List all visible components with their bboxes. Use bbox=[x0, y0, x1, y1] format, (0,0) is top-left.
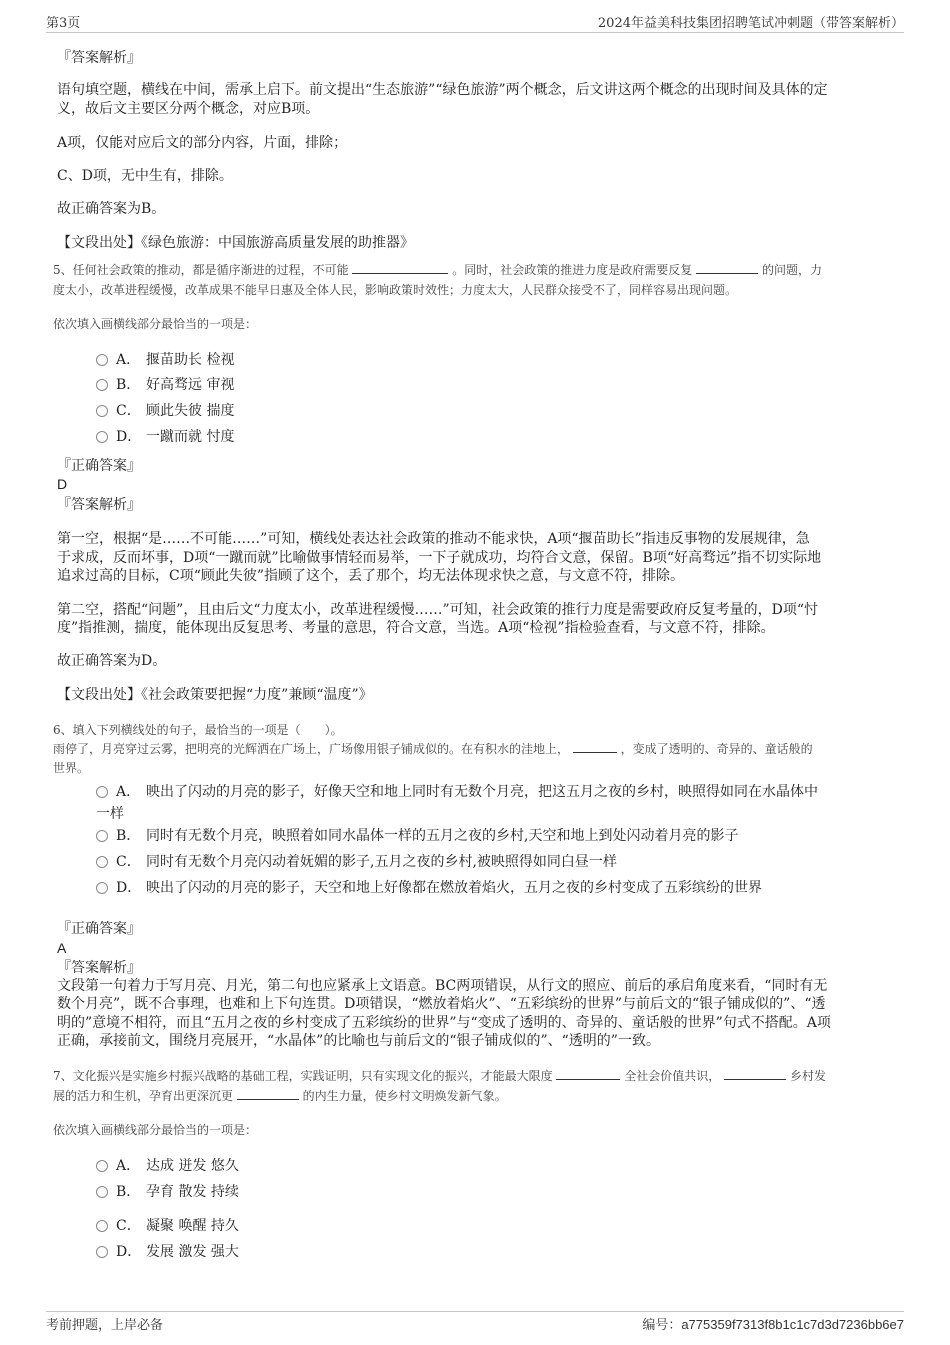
radio-icon[interactable] bbox=[96, 1246, 108, 1258]
q7-prompt: 依次填入画横线部分最恰当的一项是： bbox=[53, 1123, 258, 1137]
q5-option-a[interactable] bbox=[96, 349, 234, 371]
q4-source: 【文段出处】《绿色旅游：中国旅游高质量发展的助推器》 bbox=[57, 235, 414, 251]
q5-prompt: 依次填入画横线部分最恰当的一项是： bbox=[53, 317, 258, 331]
q6-analysis-line: 文段第一句着力于写月亮、月光，第二句也应紧承上文语意。BC两项错误，从行文的照应、前后的承启角度来看，“同时有无 bbox=[57, 978, 828, 994]
radio-icon[interactable] bbox=[96, 405, 108, 417]
option-text: 同时有无数个月亮闪动着妩媚的影子,五月之夜的乡村,被映照得如同白昼一样 bbox=[146, 854, 617, 870]
q6-option-a[interactable] bbox=[96, 781, 896, 803]
option-text: 好高骛远 审视 bbox=[146, 377, 235, 393]
q6-option-b[interactable] bbox=[96, 825, 738, 847]
option-text: 映出了闪动的月亮的影子，天空和地上好像都在燃放着焰火，五月之夜的乡村变成了五彩缤纷的世界 bbox=[146, 880, 762, 896]
q5-analysis-line: 第二空，搭配“问题”，且由后文“力度太小，改革进程缓慢……”可知，社会政策的推行力度是需要政府反复考量的，D项“忖 bbox=[57, 602, 819, 618]
q6-analysis-line: 数个月亮”，既不合事理，也难和上下句连贯。D项错误，“燃放着焰火”、“五彩缤纷的世界”与前后文的“银子铺成似的”、“透 bbox=[57, 996, 826, 1012]
q5-analysis-line: 追求过高的目标，C项“顾此失彼”指顾了这个，丢了那个，均无法体现求快之意，与文意不符，排除。 bbox=[57, 568, 685, 584]
option-letter: B． bbox=[116, 1184, 141, 1200]
q5-conclusion: 故正确答案为D。 bbox=[57, 653, 167, 669]
q6-passage-part: ，变成了透明的、奇异的、童话般的 bbox=[620, 742, 813, 756]
q7-stem-part: 展的活力和生机，孕育出更深沉更 bbox=[53, 1089, 234, 1103]
answer-blank bbox=[352, 260, 448, 274]
q7-stem-part: 7、文化振兴是实施乡村振兴战略的基础工程，实践证明，只有实现文化的振兴，才能最大限度 bbox=[53, 1069, 553, 1083]
q5-analysis-line: 第一空，根据“是……不可能……”可知，横线处表达社会政策的推动不能求快，A项“揠苗助长”指违反事物的发展规律，急 bbox=[57, 531, 810, 547]
q7-option-d[interactable] bbox=[96, 1241, 239, 1263]
option-text: 孕育 散发 持续 bbox=[146, 1184, 239, 1200]
radio-icon[interactable] bbox=[96, 379, 108, 391]
q6-passage bbox=[53, 739, 898, 759]
answer-blank bbox=[696, 260, 758, 274]
option-letter: D． bbox=[116, 880, 142, 896]
option-text: 凝聚 唤醒 持久 bbox=[146, 1218, 239, 1234]
answer-blank bbox=[724, 1066, 786, 1080]
q5-analysis-line: 于求成，反而坏事，D项“一蹴而就”比喻做事情轻而易举，一下子就成功，均符合文意，保留。B项“好高骛远”指不切实际地 bbox=[57, 550, 822, 566]
option-text: 一蹴而就 忖度 bbox=[146, 429, 235, 445]
q5-stem-part: 5、任何社会政策的推动，都是循序渐进的过程，不可能 bbox=[53, 263, 349, 277]
q7-option-b[interactable] bbox=[96, 1181, 239, 1203]
option-letter: C． bbox=[116, 1218, 141, 1234]
radio-icon[interactable] bbox=[96, 830, 108, 842]
document-code bbox=[642, 1314, 904, 1333]
option-letter: D． bbox=[116, 1244, 142, 1260]
page-header bbox=[46, 12, 904, 32]
radio-icon[interactable] bbox=[96, 1186, 108, 1198]
q6-analysis-line: 明的”意境不相符，而且“五月之夜的乡村变成了五彩缤纷的世界”与“变成了透明的、奇异的、童话般的世界”句式不搭配。A项 bbox=[57, 1015, 831, 1031]
q6-analysis-title: 『答案解析』 bbox=[57, 960, 141, 976]
q5-stem-line: 度太小，改革进程缓慢，改革成果不能早日惠及全体人民，影响政策时效性；力度太大，人民群众接受不了，同样容易出现问题。 bbox=[53, 283, 738, 297]
option-text: 同时有无数个月亮，映照着如同水晶体一样的五月之夜的乡村,天空和地上到处闪动着月亮的影子 bbox=[146, 828, 739, 844]
q5-analysis-line: 度”指推测，揣度，能体现出反复思考、考量的意思，符合文意，当选。A项“检视”指检验查看，与文意不符，排除。 bbox=[57, 620, 775, 636]
option-text: 顾此失彼 揣度 bbox=[146, 403, 235, 419]
option-letter: D． bbox=[116, 429, 142, 445]
option-text: 达成 迸发 悠久 bbox=[146, 1158, 239, 1174]
q7-stem-part: 全社会价值共识， bbox=[624, 1069, 721, 1083]
radio-icon[interactable] bbox=[96, 1220, 108, 1232]
q5-correct-answer: D bbox=[57, 476, 68, 492]
option-letter: A． bbox=[116, 1158, 141, 1174]
q5-analysis-title: 『答案解析』 bbox=[57, 497, 141, 513]
q4-analysis-title: 『答案解析』 bbox=[57, 50, 141, 66]
q5-source: 【文段出处】《社会政策要把握“力度”兼顾“温度”》 bbox=[57, 687, 373, 703]
q6-analysis-line: 正确，承接前文，围绕月亮展开，“水晶体”的比喻也与前后文的“银子铺成似的”、“透明的”一致。 bbox=[57, 1033, 660, 1049]
q7-stem bbox=[53, 1066, 898, 1086]
footer-slogan: 考前押题，上岸必备 bbox=[46, 1318, 164, 1333]
page-footer bbox=[46, 1314, 904, 1334]
q5-stem-part: 。同时，社会政策的推进力度是政府需要反复 bbox=[452, 263, 693, 277]
q7-option-c[interactable] bbox=[96, 1215, 239, 1237]
option-letter: B． bbox=[116, 828, 141, 844]
option-text: 发展 激发 强大 bbox=[146, 1244, 239, 1260]
q5-correct-title: 『正确答案』 bbox=[57, 458, 141, 474]
radio-icon[interactable] bbox=[96, 431, 108, 443]
option-text: 揠苗助长 检视 bbox=[146, 352, 235, 368]
radio-icon[interactable] bbox=[96, 786, 108, 798]
q5-option-b[interactable] bbox=[96, 374, 234, 396]
q7-option-a[interactable] bbox=[96, 1155, 239, 1177]
q6-option-d[interactable] bbox=[96, 877, 762, 899]
q6-correct-answer: A bbox=[57, 940, 67, 956]
q7-stem-line bbox=[53, 1086, 898, 1106]
option-letter: C． bbox=[116, 403, 141, 419]
q4-analysis-line: 语句填空题，横线在中间，需承上启下。前文提出“生态旅游”“绿色旅游”两个概念，后文讲这两个概念的出现时间及具体的定 bbox=[57, 82, 828, 98]
document-title: 2024年益美科技集团招聘笔试冲刺题（带答案解析） bbox=[597, 16, 904, 31]
page-number: 第3页 bbox=[46, 16, 81, 31]
q6-passage-line: 世界。 bbox=[53, 761, 90, 775]
footer-divider bbox=[46, 1311, 904, 1312]
q6-correct-title: 『正确答案』 bbox=[57, 921, 141, 937]
document-code-value: a775359f7313f8b1c1c7d3d7236bb6e7 bbox=[681, 1317, 904, 1332]
radio-icon[interactable] bbox=[96, 856, 108, 868]
q6-option-c[interactable] bbox=[96, 851, 617, 873]
answer-blank bbox=[556, 1066, 620, 1080]
q4-analysis-line: C、D项，无中生有，排除。 bbox=[57, 168, 233, 184]
q4-analysis-line: 义，故后文主要区分两个概念，对应B项。 bbox=[57, 101, 320, 117]
q5-stem-part: 的问题，力 bbox=[761, 263, 822, 277]
answer-blank bbox=[573, 739, 617, 753]
option-text: 映出了闪动的月亮的影子，好像天空和地上同时有无数个月亮，把这五月之夜的乡村，映照得如同在水晶体中 bbox=[146, 784, 818, 800]
radio-icon[interactable] bbox=[96, 1160, 108, 1172]
q5-stem bbox=[53, 260, 898, 280]
document-code-label: 编号： bbox=[642, 1318, 682, 1333]
header-divider bbox=[46, 32, 904, 33]
answer-blank bbox=[237, 1086, 299, 1100]
option-letter: A． bbox=[116, 352, 141, 368]
q4-analysis-line: A项，仅能对应后文的部分内容，片面，排除； bbox=[57, 135, 348, 151]
q7-stem-part: 乡村发 bbox=[789, 1069, 826, 1083]
radio-icon[interactable] bbox=[96, 882, 108, 894]
option-letter: B． bbox=[116, 377, 141, 393]
option-letter: A． bbox=[116, 784, 141, 800]
q7-stem-part: 的内生力量，使乡村文明焕发新气象。 bbox=[302, 1089, 507, 1103]
option-letter: C． bbox=[116, 854, 141, 870]
q5-option-d[interactable] bbox=[96, 426, 234, 448]
q6-stem: 6、填入下列横线处的句子，最恰当的一项是（ ）。 bbox=[53, 723, 343, 737]
option-text-continued: 一样 bbox=[96, 806, 124, 822]
q5-option-c[interactable] bbox=[96, 400, 234, 422]
q6-passage-part: 雨停了，月亮穿过云雾，把明亮的光辉洒在广场上，广场像用银子铺成似的。在有积水的洼地上， bbox=[53, 742, 570, 756]
q4-conclusion: 故正确答案为B。 bbox=[57, 201, 166, 217]
radio-icon[interactable] bbox=[96, 354, 108, 366]
